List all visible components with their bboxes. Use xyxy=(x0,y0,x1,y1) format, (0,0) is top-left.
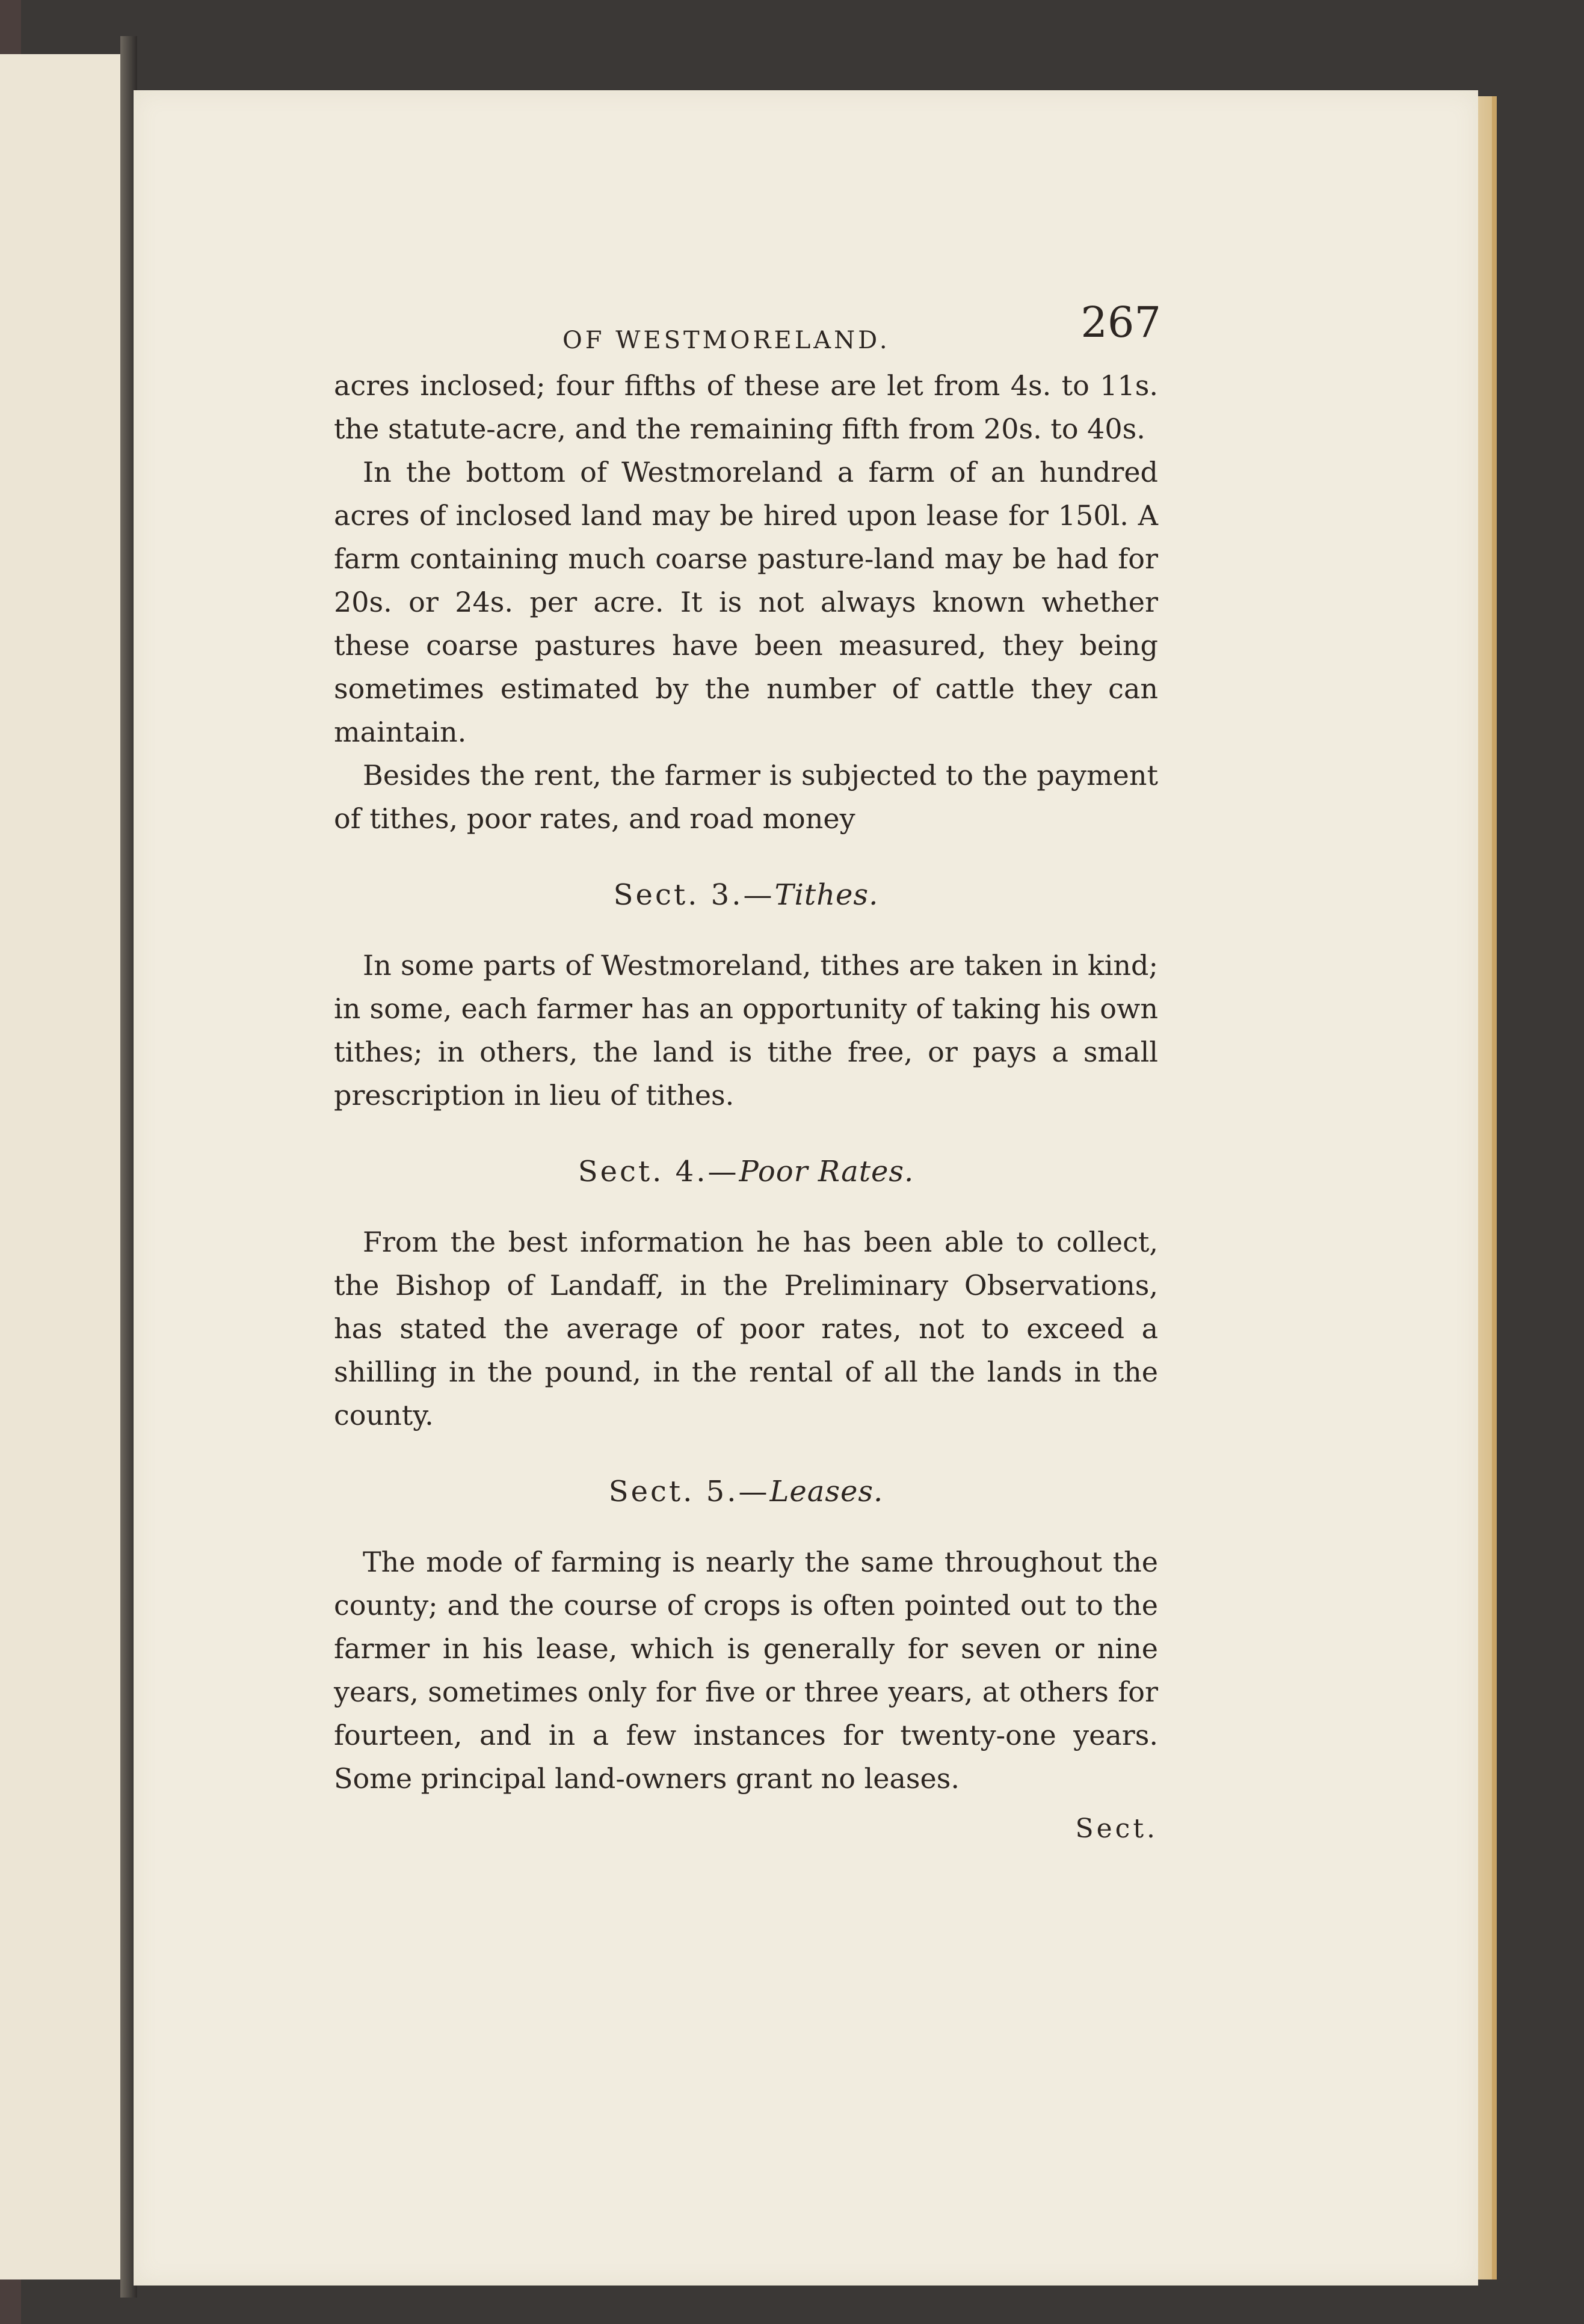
page-content xyxy=(334,298,1161,1851)
opening-paragraph: acres inclosed; four fifths of these are let from 4s. to 11s. the statute-acre, and the remaining fifth from 20s. to 40s. xyxy=(334,369,1158,445)
section-text-leases: The mode of farming is nearly the same throughout the county; and the course of crops is often pointed out to the farmer in his lease, which is generally for seven or nine years, sometimes only for five or three years, at others for fourteen, and in a few instances for twenty-one years. Some principal land-owners grant no leases. xyxy=(334,1546,1158,1795)
running-header xyxy=(334,298,1161,364)
section-title: Poor Rates. xyxy=(739,1155,914,1188)
section-label: Sect. 5.— xyxy=(608,1475,770,1508)
catchword: Sect. xyxy=(1075,1813,1158,1844)
section-heading-tithes xyxy=(334,873,1158,917)
page-number: 267 xyxy=(1080,298,1161,347)
section-title: Tithes. xyxy=(774,878,879,912)
section-heading-poor-rates xyxy=(334,1150,1158,1193)
paragraph-farm-hire: In the bottom of Westmoreland a farm of an hundred acres of inclosed land may be hired upon lease for 150l. A farm containing much coarse pasture-land may be had for 20s. or 24s. per acre. It is not always known whether these coarse pastures have been measured, they being sometimes estimated by the number of cattle they can maintain. xyxy=(334,456,1158,748)
running-title: OF WESTMORELAND. xyxy=(562,327,890,354)
facing-page-edge xyxy=(0,54,124,2279)
section-label: Sect. 4.— xyxy=(578,1155,739,1188)
section-text-poor-rates: From the best information he has been able to collect, the Bishop of Landaff, in the Preliminary Observations, has stated the average of poor rates, not to exceed a shilling in the pound, in the rental of all the lands in the county. xyxy=(334,1226,1158,1431)
section-title: Leases. xyxy=(769,1475,884,1508)
section-label: Sect. 3.— xyxy=(613,878,775,912)
section-text-tithes: In some parts of Westmoreland, tithes are taken in kind; in some, each farmer has an opportunity of taking his own tithes; in others, the land is tithe free, or pays a small prescription in lieu of tithes. xyxy=(334,949,1158,1111)
section-heading-leases xyxy=(334,1470,1158,1513)
paragraph-rent-payments: Besides the rent, the farmer is subjected to the payment of tithes, poor rates, and road money xyxy=(334,759,1158,835)
